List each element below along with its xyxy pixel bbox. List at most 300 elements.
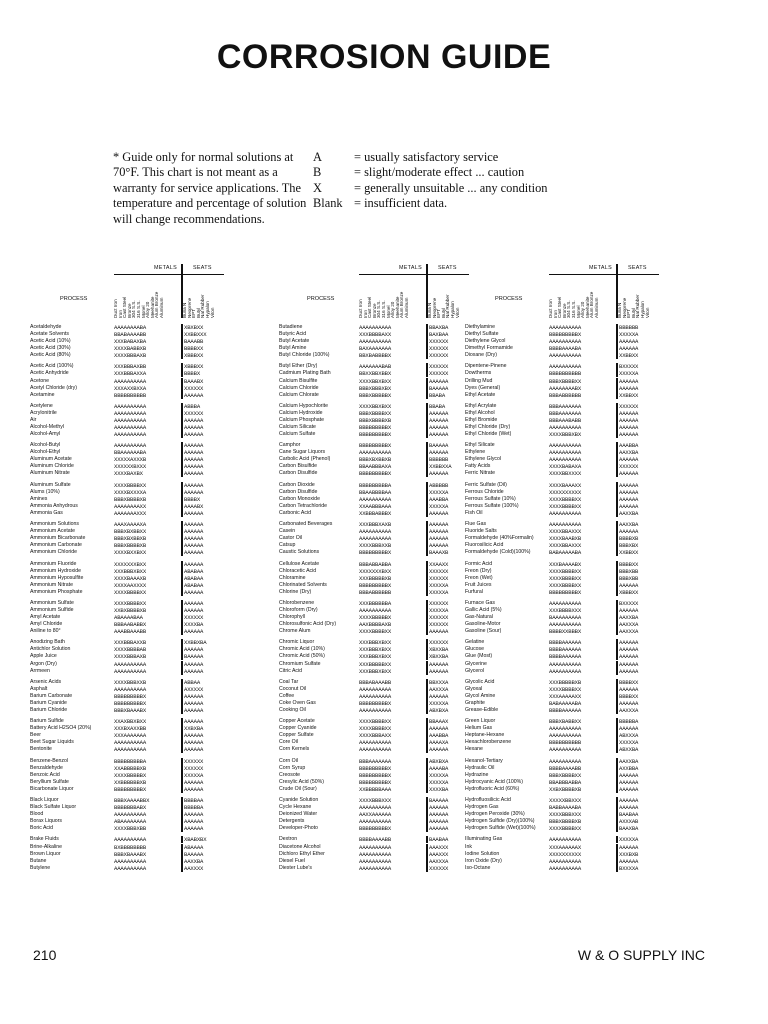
row-group xyxy=(279,718,451,753)
process-name: Ammonium Sulfide xyxy=(30,607,74,613)
seat-ratings: AAAAAA xyxy=(184,739,204,747)
seat-ratings: AAAAAA xyxy=(184,509,204,517)
metal-label: 304 S.S. xyxy=(566,300,572,318)
process-name: Benzaldehyde xyxy=(30,764,63,771)
metal-label: Meehanite xyxy=(149,296,155,318)
metal-ratings: BBBABBABBA xyxy=(359,560,392,568)
rating-divider xyxy=(616,797,618,804)
process-name: Acrylonitrile xyxy=(30,409,57,416)
table-row xyxy=(30,614,206,621)
metal-ratings: BBBBBBBBBX xyxy=(114,692,147,700)
table-row xyxy=(30,718,206,725)
table-row xyxy=(30,345,206,352)
seat-ratings: AAAAAA xyxy=(184,416,204,424)
table-row xyxy=(465,456,638,463)
seat-ratings: AAAAAA xyxy=(619,667,639,675)
metal-ratings: XXXBBBAXBB xyxy=(114,363,147,371)
seat-ratings: XXXXXX xyxy=(184,384,204,392)
rating-divider xyxy=(181,679,183,686)
row-group xyxy=(465,324,638,359)
metal-ratings: XXAABBBAAA xyxy=(359,502,392,510)
seat-ratings: AAAAAA xyxy=(184,732,204,740)
row-group xyxy=(279,679,451,714)
table-row xyxy=(30,600,206,607)
process-name: Iodine Solution xyxy=(465,850,500,857)
seat-ratings: BBXXXA xyxy=(429,678,449,686)
metal-ratings: XXXXXXXBXX xyxy=(359,567,392,575)
process-name: Benzoic Acid xyxy=(30,771,60,778)
metal-ratings: BBBXBBBBXX xyxy=(549,377,582,385)
process-name: Dowtherms xyxy=(465,370,492,377)
seat-ratings: AAAAAA xyxy=(184,785,204,793)
seat-ratings: AAAAAA xyxy=(184,470,204,478)
seat-label: Nat Rubber xyxy=(445,294,451,318)
process-name: Aluminum Sulfate xyxy=(30,481,71,488)
seat-ratings: AAXXXA xyxy=(619,621,639,629)
seat-ratings: BXXXXX xyxy=(619,599,639,607)
table-row xyxy=(279,844,451,851)
metal-label: Duct Iron xyxy=(113,299,118,318)
process-name: Ammonium Carbonate xyxy=(30,542,82,549)
rating-divider xyxy=(181,528,183,535)
rating-divider xyxy=(181,621,183,628)
legend-code: A xyxy=(313,150,322,164)
metal-ratings: AAAAAAAAAA xyxy=(549,338,582,346)
seat-ratings: XXBBXX xyxy=(619,391,639,399)
process-name: Illuminating Gas xyxy=(465,836,503,843)
rating-divider xyxy=(181,463,183,470)
seat-ratings: AAAAAA xyxy=(619,338,639,346)
process-name: Barium Chloride xyxy=(30,706,68,713)
process-name: Gelatine xyxy=(465,639,485,646)
metal-ratings: XXXXBBBBXX xyxy=(359,628,392,636)
metal-ratings: AAAAAAAAAA xyxy=(359,535,392,543)
rating-divider xyxy=(181,804,183,811)
metal-ratings: BBBBAAAABB xyxy=(359,836,392,844)
process-name: Ammonium Solutions xyxy=(30,521,80,528)
seat-ratings: BBBBAA xyxy=(184,797,204,805)
seat-ratings: AAAAAA xyxy=(619,607,639,614)
seat-label: Viton xyxy=(209,307,215,318)
process-name: Acetic Acid (30%) xyxy=(30,345,71,352)
seat-ratings: AAXXXA xyxy=(619,706,639,714)
rating-divider xyxy=(181,772,183,779)
table-row xyxy=(465,431,638,438)
metal-ratings: BBBXBABBXX xyxy=(549,718,582,726)
metal-ratings: AAAAAAAAAA xyxy=(114,409,147,417)
table-row xyxy=(465,378,638,385)
rating-divider xyxy=(426,410,428,417)
rating-divider xyxy=(426,600,428,607)
process-name: Copper Sulfate xyxy=(279,732,314,739)
seat-ratings: XXXXXX xyxy=(184,764,204,772)
metal-ratings: BBBBAAAAAA xyxy=(549,653,582,661)
metal-ratings: BBBBAAAABB xyxy=(549,764,582,772)
legend-code: B xyxy=(313,165,322,180)
metal-ratings: XXXXBBXBXX xyxy=(359,377,392,385)
metal-ratings: BABAAAAABA xyxy=(549,549,582,557)
table-row xyxy=(465,700,638,707)
rating-divider xyxy=(616,844,618,851)
table-row xyxy=(30,739,206,746)
table-row xyxy=(279,811,451,818)
metal-ratings: AAAAAAAAAA xyxy=(114,811,147,819)
seat-ratings: BXXXXX xyxy=(619,363,639,371)
table-row xyxy=(465,600,638,607)
metal-ratings: BBBBAAAAAA xyxy=(549,646,582,654)
metal-ratings: AAAAAAAAAA xyxy=(114,685,147,693)
rating-divider xyxy=(426,542,428,549)
rating-divider xyxy=(426,575,428,582)
seat-ratings: XXBXBA xyxy=(184,725,204,733)
metal-ratings: AAAAAAAAAA xyxy=(549,423,582,431)
table-row xyxy=(465,686,638,693)
table-row xyxy=(30,858,206,865)
rating-divider xyxy=(616,345,618,352)
table-row xyxy=(279,442,451,449)
rating-divider xyxy=(181,470,183,477)
seat-ratings: AAAAAA xyxy=(429,528,449,536)
rating-divider xyxy=(181,725,183,732)
seat-ratings: BBBBBA xyxy=(619,718,639,726)
rating-divider xyxy=(616,489,618,496)
metal-ratings: XXXBBBXAXB xyxy=(359,521,392,529)
seat-ratings: AAAAAA xyxy=(184,488,204,496)
rating-divider xyxy=(616,746,618,753)
table-row xyxy=(279,758,451,765)
rating-divider xyxy=(426,718,428,725)
seat-ratings: AAAAAA xyxy=(184,463,204,471)
process-name: Chromic Acid (50%) xyxy=(279,653,325,660)
legend-meaning: = slight/moderate effect ... caution xyxy=(354,165,525,180)
header-rule xyxy=(549,274,659,275)
process-name: Hydrogen Gas xyxy=(465,804,499,811)
seat-ratings: AAABBA xyxy=(429,732,449,740)
seat-ratings: AAAAAA xyxy=(184,706,204,714)
rating-divider xyxy=(616,865,618,872)
rating-divider xyxy=(426,424,428,431)
process-name: Blood xyxy=(30,811,44,818)
table-row xyxy=(279,542,451,549)
process-name: Butyl Chloride (100%) xyxy=(279,352,330,359)
table-row xyxy=(465,370,638,377)
rating-divider xyxy=(616,639,618,646)
seat-ratings: XXXXXA xyxy=(429,771,449,779)
table-row xyxy=(30,496,206,503)
metal-ratings: AAAAAAAAAA xyxy=(114,431,147,439)
row-group xyxy=(279,324,451,359)
rating-divider xyxy=(616,707,618,714)
row-group xyxy=(465,442,638,477)
process-name: Boric Acid xyxy=(30,825,54,832)
seat-ratings: BBBBBA xyxy=(184,804,204,812)
process-name: Chloroform (Dry) xyxy=(279,607,318,613)
seat-ratings: AAAAAA xyxy=(429,449,449,457)
table-row xyxy=(30,661,206,668)
process-name: Ethyl Alcohol xyxy=(465,409,495,416)
process-name: Ink xyxy=(465,843,472,850)
seat-ratings: AAAAAA xyxy=(619,639,639,647)
process-name: Chlorosulfonic Acid (Dry) xyxy=(279,621,337,628)
seat-ratings: AAAAAA xyxy=(429,470,449,478)
seat-ratings: AAAAAA xyxy=(619,653,639,661)
table-row xyxy=(465,510,638,517)
legend-row xyxy=(313,150,548,165)
process-name: Carbon Tetrachloride xyxy=(279,502,328,509)
process-name: Chlorobenzene xyxy=(279,599,315,606)
seat-ratings: XXXXXX xyxy=(619,463,639,471)
table-row xyxy=(465,503,638,510)
process-name: Butyl Amine xyxy=(279,345,307,352)
metal-ratings: BBBXBBBBXB xyxy=(549,818,582,826)
table-row xyxy=(279,331,451,338)
seat-ratings: AAAAAA xyxy=(184,692,204,700)
process-name: Detergents xyxy=(279,818,305,825)
metal-ratings: XXXBBBBAXX xyxy=(359,331,392,339)
metal-ratings: BBBXBBBBBX xyxy=(359,391,392,399)
table-column xyxy=(279,324,451,876)
table-column xyxy=(465,324,638,876)
metal-ratings: XXXXBBBBXX xyxy=(114,588,147,596)
process-name: Corn Kernels xyxy=(279,746,310,753)
process-name: Dimethyl Formamide xyxy=(465,345,513,352)
row-group xyxy=(279,363,451,398)
rating-divider xyxy=(181,653,183,660)
table-row xyxy=(30,582,206,589)
row-group xyxy=(30,836,206,871)
metal-ratings: BBBBXXBBBX xyxy=(549,628,582,636)
row-group xyxy=(279,600,451,635)
rating-divider xyxy=(426,797,428,804)
process-name: Black Sulfate Liquor xyxy=(30,804,77,811)
rating-divider xyxy=(181,668,183,675)
metal-ratings: XXXXBAAAXX xyxy=(549,481,582,489)
table-row xyxy=(279,600,451,607)
rating-divider xyxy=(426,496,428,503)
process-name: Cellulose Acetate xyxy=(279,560,320,567)
table-row xyxy=(30,324,206,331)
rating-divider xyxy=(616,352,618,359)
table-row xyxy=(465,521,638,528)
rating-divider xyxy=(181,456,183,463)
metal-label: 304 S.S. xyxy=(376,300,382,318)
process-name: Calcium Chloride xyxy=(279,384,319,391)
process-name: Chloracetic Acid xyxy=(279,567,317,574)
process-name: Ethyl Chloride (Wet) xyxy=(465,431,512,438)
metal-ratings: XXXXBBBBBX xyxy=(114,771,147,779)
rating-divider xyxy=(616,470,618,477)
seat-ratings: BBABA xyxy=(429,391,446,399)
rating-divider xyxy=(616,338,618,345)
metal-ratings: AAAAAAAAAA xyxy=(549,621,582,629)
metal-ratings: AAABBAAABB xyxy=(114,628,147,636)
table-row xyxy=(30,331,206,338)
metal-ratings: AAAAAAAAAA xyxy=(114,746,147,754)
metal-ratings: BBABAAAABB xyxy=(114,331,147,339)
metal-ratings: BBBBBBBABX xyxy=(114,804,147,812)
metals-header: METALS xyxy=(399,265,422,271)
rating-divider xyxy=(616,417,618,424)
process-name: Amines xyxy=(30,495,48,502)
table-row xyxy=(279,324,451,331)
table-row xyxy=(279,589,451,596)
process-name: Hexane xyxy=(465,746,483,753)
header-rule xyxy=(114,274,224,275)
process-name: Fatty Acids xyxy=(465,463,491,470)
seat-ratings: XXXBXB xyxy=(619,850,639,858)
rating-divider xyxy=(181,431,183,438)
seat-ratings: AAAAAA xyxy=(184,560,204,568)
table-row xyxy=(30,707,206,714)
seat-ratings: AAAABX xyxy=(184,502,204,510)
metal-label: 316 S.S. xyxy=(570,300,576,318)
table-row xyxy=(279,646,451,653)
process-name: Hydraulic Oil xyxy=(465,764,495,771)
process-name: Hydrofluoric Acid (60%) xyxy=(465,785,520,792)
table-row xyxy=(30,686,206,693)
process-name: Ethyl Chloride (Dry) xyxy=(465,423,511,430)
table-row xyxy=(465,639,638,646)
metal-label: Iron xyxy=(117,310,123,318)
metal-ratings: XXXXBAXBX xyxy=(114,470,143,478)
metal-ratings: BBAABBBAXA xyxy=(359,463,392,471)
table-row xyxy=(279,858,451,865)
table-row xyxy=(279,363,451,370)
process-name: Iso-Octane xyxy=(465,864,491,871)
table-row xyxy=(279,825,451,832)
table-row xyxy=(279,561,451,568)
rating-divider xyxy=(616,679,618,686)
rating-divider xyxy=(181,739,183,746)
metal-ratings: BBBXBBBBXX xyxy=(359,409,392,417)
table-row xyxy=(465,542,638,549)
rating-divider xyxy=(426,456,428,463)
seat-ratings: XXXXXX xyxy=(429,621,449,629)
process-name: Chromic Acid (10%) xyxy=(279,646,325,653)
seat-ratings: XXXXXA xyxy=(429,488,449,496)
process-name: Glycerol xyxy=(465,667,485,674)
seat-ratings: AAAAAA xyxy=(184,542,204,550)
table-row xyxy=(465,607,638,614)
metals-header: METALS xyxy=(589,265,612,271)
metal-ratings: BBBBBBBBBX xyxy=(549,331,582,339)
seat-ratings: AXXXAB xyxy=(619,818,639,826)
seat-ratings: AAXXBA xyxy=(619,614,639,622)
seat-ratings: AAXXBA xyxy=(619,757,639,765)
table-row xyxy=(465,746,638,753)
process-name: Ammonium Acetate xyxy=(30,528,75,535)
table-row xyxy=(30,700,206,707)
process-name: Amyl Chloride xyxy=(30,621,63,628)
metal-label: Bronze xyxy=(561,303,567,318)
metal-label: Bronze xyxy=(371,303,377,318)
seat-ratings: BAABAA xyxy=(429,836,449,844)
metal-label: Monel xyxy=(575,305,581,318)
metal-ratings: BBBXBXBBXX xyxy=(114,528,147,536)
seat-ratings: ABABAA xyxy=(184,574,204,582)
row-group xyxy=(30,442,206,477)
metal-ratings: BBBBBBBBBX xyxy=(359,581,392,589)
rating-divider xyxy=(616,378,618,385)
process-name: Calcium Hydroxide xyxy=(279,409,323,416)
seat-label: EPT xyxy=(626,309,632,318)
row-group xyxy=(30,758,206,793)
metal-ratings: XXXXBBBXXB xyxy=(114,678,147,686)
metal-ratings: ABAAAABAA xyxy=(114,614,143,622)
process-name: Freon (Wet) xyxy=(465,574,493,581)
metal-ratings: AAAAAAAAAA xyxy=(114,423,147,431)
process-name: Ammonium Nitrate xyxy=(30,581,73,588)
rating-divider xyxy=(616,718,618,725)
process-name: Ammonium Chloride xyxy=(30,549,77,556)
table-row xyxy=(279,639,451,646)
seat-ratings: ABABAA xyxy=(184,567,204,575)
seat-ratings: XXXXXX xyxy=(184,757,204,765)
metal-ratings: XXXXBBBBXX xyxy=(549,574,582,582)
table-row xyxy=(30,765,206,772)
process-name: Copper Cyanide xyxy=(279,725,317,732)
row-group xyxy=(465,403,638,438)
seat-ratings: XXXXXX xyxy=(429,352,449,360)
seat-ratings: AAAAAA xyxy=(429,825,449,833)
page-number: 210 xyxy=(33,947,57,963)
table-row xyxy=(30,836,206,843)
metal-label: Monel xyxy=(140,305,146,318)
table-row xyxy=(279,679,451,686)
legend-row xyxy=(313,196,548,211)
process-name: Beryllium Sulfate xyxy=(30,778,69,785)
rating-divider xyxy=(181,844,183,851)
process-name: Butylene xyxy=(30,864,51,871)
metal-label: 316 S.S. xyxy=(135,300,141,318)
process-name: Diethylene Glycol xyxy=(465,338,506,345)
seat-ratings: AAAAAA xyxy=(429,409,449,417)
row-group xyxy=(465,797,638,832)
metal-ratings: XXBBBBBAAA xyxy=(359,785,392,793)
seat-ratings: AAAAAA xyxy=(184,456,204,464)
rating-divider xyxy=(426,385,428,392)
seat-ratings: ABABAA xyxy=(184,581,204,589)
rating-divider xyxy=(616,765,618,772)
rating-divider xyxy=(426,403,428,410)
metal-ratings: AAAAAAAAAA xyxy=(359,746,392,754)
rating-divider xyxy=(616,758,618,765)
table-row xyxy=(465,363,638,370)
metal-column-labels xyxy=(549,278,600,318)
row-group xyxy=(465,639,638,674)
process-name: Gasoline-Motor xyxy=(465,621,501,628)
rating-divider xyxy=(426,528,428,535)
process-name: Furfural xyxy=(465,588,483,595)
metal-ratings: XXXXAAXXXX xyxy=(114,581,147,589)
rating-divider xyxy=(616,482,618,489)
process-name: Acetic Acid (80%) xyxy=(30,352,71,359)
usage-note: * Guide only for normal solutions at 70°F. This chart is not meant as a warranty for service applications. The temperature and percentage of solution will change recommendations. xyxy=(113,150,307,226)
table-row xyxy=(279,482,451,489)
metal-ratings: XXXXBBAXXX xyxy=(549,528,582,536)
table-row xyxy=(30,653,206,660)
process-name: Ferrous Sulfate (100%) xyxy=(465,502,519,509)
process-name: Diethylamine xyxy=(465,324,495,330)
seat-label: Hypalon xyxy=(449,301,455,318)
process-name: Corn Syrup xyxy=(279,764,306,771)
seat-ratings: AAXXXX xyxy=(184,864,204,872)
metal-ratings: XXXXXXXXXX xyxy=(549,488,582,496)
table-row xyxy=(279,851,451,858)
table-row xyxy=(30,535,206,542)
process-name: Hydrazine xyxy=(465,771,489,778)
rating-divider xyxy=(181,424,183,431)
